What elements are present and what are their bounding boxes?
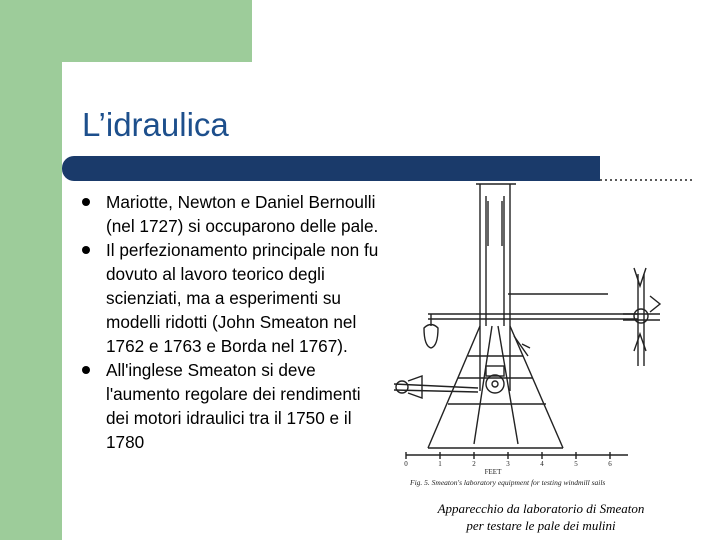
bullet-dot-icon — [82, 366, 90, 374]
bullet-text: All'inglese Smeaton si deve l'aumento regolare dei rendimenti dei motori idraulici tra il 1750 e il 1780 — [106, 360, 361, 452]
smeaton-apparatus-illustration — [388, 176, 698, 496]
scale-number: 5 — [574, 460, 578, 468]
figure-caption — [406, 500, 676, 534]
slide-title: L’idraulica — [82, 106, 229, 143]
bullet-list — [82, 190, 382, 454]
scale-label: FEET — [484, 468, 502, 476]
bullet-dot-icon — [82, 246, 90, 254]
bullet-text: Mariotte, Newton e Daniel Bernoulli (nel 1727) si occuparono delle pale. — [106, 192, 379, 236]
scale-number: 4 — [540, 460, 544, 468]
scale-number: 2 — [472, 460, 476, 468]
scale-number: 0 — [404, 460, 408, 468]
bullet-item — [82, 190, 382, 238]
caption-line: Apparecchio da laboratorio di Smeaton — [437, 501, 645, 516]
bullet-item — [82, 238, 382, 358]
bullet-text: Il perfezionamento principale non fu dovuto al lavoro teorico degli scienziati, ma a esperimenti su modelli ridotti (John Smeaton nel 1762 e 1763 e Borda nel 1767). — [106, 240, 379, 356]
caption-line: per testare le pale dei mulini — [466, 518, 616, 533]
bullet-dot-icon — [82, 198, 90, 206]
green-side-strip — [0, 0, 62, 540]
scale-number: 6 — [608, 460, 612, 468]
scale-number: 1 — [438, 460, 442, 468]
bullet-item — [82, 358, 382, 454]
figure-english-caption: Fig. 5. Smeaton's laboratory equipment for testing windmill sails — [410, 478, 606, 487]
scale-number: 3 — [506, 460, 510, 468]
